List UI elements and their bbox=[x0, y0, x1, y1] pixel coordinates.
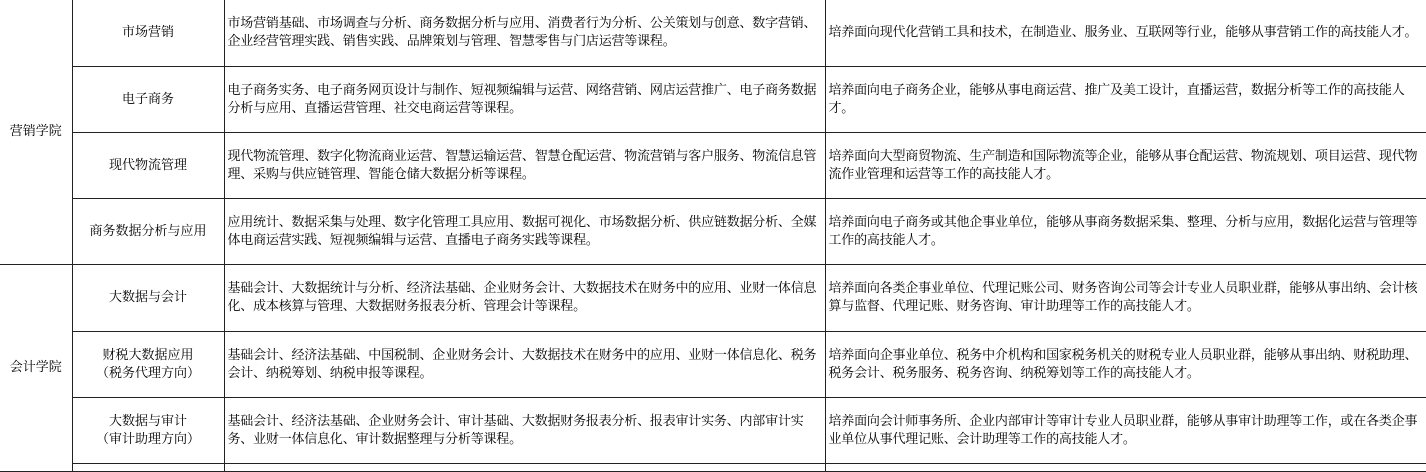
major-goal: 培养面向各类企事业单位、代理记账公司、财务咨询公司等会计专业人员职业群，能够从事出纳、会计核算与监督、代理记账、财务咨询、审计助理等工作的高技能人才。 bbox=[825, 265, 1426, 332]
major-goal: 培养面向大型商贸物流、生产制造和国际物流等企业，能够从事仓配运营、物流规划、项目运营、现代物流作业管理和运营等工作的高技能人才。 bbox=[825, 133, 1426, 199]
college-name: 会计学院 bbox=[0, 265, 72, 472]
major-title: 大数据与会计 bbox=[108, 290, 187, 305]
major-title: 市场营销 bbox=[121, 25, 174, 40]
major-name bbox=[72, 133, 224, 199]
major-name bbox=[72, 332, 224, 398]
college-name: 营销学院 bbox=[0, 0, 72, 265]
table-row bbox=[0, 332, 1426, 398]
major-title: 财税大数据应用 bbox=[102, 347, 194, 363]
major-goal: 培养面向企事业单位、税务中介机构和国家税务机关的财税专业人员职业群，能够从事出纳、财税助理、税务会计、税务服务、税务咨询、纳税筹划等工作的高技能人才。 bbox=[825, 332, 1426, 398]
major-courses: 应用统计、数据采集与处理、数字化管理工具应用、数据可视化、市场数据分析、供应链数据分析、全媒体电商运营实践、短视频编辑与运营、直播电子商务实践等课程。 bbox=[224, 199, 825, 265]
empty-cell bbox=[72, 464, 224, 472]
table-row bbox=[0, 398, 1426, 464]
major-title: 商务数据分析与应用 bbox=[89, 223, 207, 239]
major-subtitle: （审计助理方向） bbox=[95, 431, 200, 447]
table-row bbox=[0, 133, 1426, 199]
major-name bbox=[72, 199, 224, 265]
table-row bbox=[0, 67, 1426, 133]
major-courses: 基础会计、经济法基础、中国税制、企业财务会计、大数据技术在财务中的应用、业财一体信息化、税务会计、纳税筹划、纳税申报等课程。 bbox=[224, 332, 825, 398]
empty-cell bbox=[825, 464, 1426, 472]
major-courses: 基础会计、大数据统计与分析、经济法基础、企业财务会计、大数据技术在财务中的应用、业财一体信息化、成本核算与管理、大数据财务报表分析、管理会计等课程。 bbox=[224, 265, 825, 332]
table-row bbox=[0, 464, 1426, 472]
major-courses: 电子商务实务、电子商务网页设计与制作、短视频编辑与运营、网络营销、网店运营推广、电子商务数据分析与应用、直播运营管理、社交电商运营等课程。 bbox=[224, 67, 825, 133]
major-name bbox=[72, 0, 224, 67]
major-title: 电子商务 bbox=[121, 91, 174, 107]
major-courses: 现代物流管理、数字化物流商业运营、智慧运输运营、智慧仓配运营、物流营销与客户服务、物流信息管理、采购与供应链管理、智能仓储大数据分析等课程。 bbox=[224, 133, 825, 199]
table-row bbox=[0, 265, 1426, 332]
major-name bbox=[72, 265, 224, 332]
major-subtitle: （税务代理方向） bbox=[95, 365, 200, 381]
major-title: 现代物流管理 bbox=[108, 157, 187, 173]
major-courses: 基础会计、经济法基础、企业财务会计、审计基础、大数据财务报表分析、报表审计实务、内部审计实务、业财一体信息化、审计数据整理与分析等课程。 bbox=[224, 398, 825, 464]
major-goal: 培养面向电子商务企业，能够从事电商运营、推广及美工设计，直播运营，数据分析等工作的高技能人才。 bbox=[825, 67, 1426, 133]
major-goal: 培养面向会计师事务所、企业内部审计等审计专业人员职业群，能够从事审计助理等工作，或在各类企事业单位从事代理记账、会计助理等工作的高技能人才。 bbox=[825, 398, 1426, 464]
major-goal: 培养面向电子商务或其他企事业单位，能够从事商务数据采集、整理、分析与应用，数据化运营与管理等工作的高技能人才。 bbox=[825, 199, 1426, 265]
table-row bbox=[0, 199, 1426, 265]
major-courses: 市场营销基础、市场调查与分析、商务数据分析与应用、消费者行为分析、公关策划与创意、数字营销、企业经营管理实践、销售实践、品牌策划与管理、智慧零售与门店运营等课程。 bbox=[224, 0, 825, 67]
major-goal: 培养面向现代化营销工具和技术，在制造业、服务业、互联网等行业，能够从事营销工作的高技能人才。 bbox=[825, 0, 1426, 67]
table-row bbox=[0, 0, 1426, 67]
major-name bbox=[72, 67, 224, 133]
major-title: 大数据与审计 bbox=[108, 413, 187, 429]
major-name bbox=[72, 398, 224, 464]
empty-cell bbox=[224, 464, 825, 472]
